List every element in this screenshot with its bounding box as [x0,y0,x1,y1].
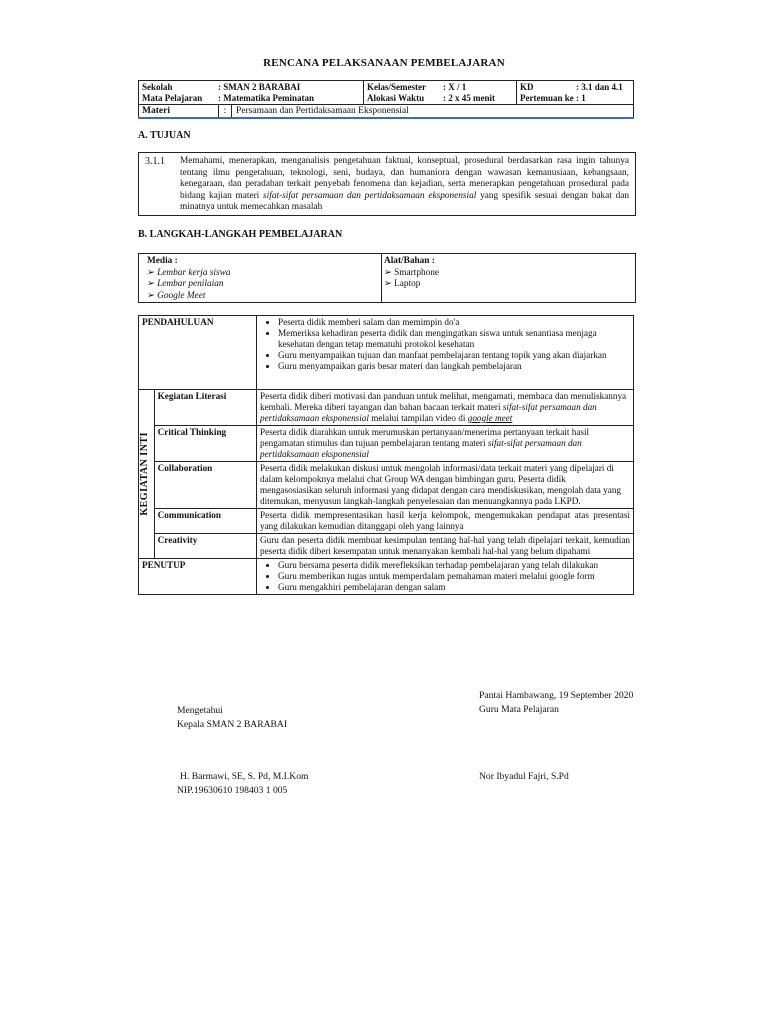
teacher-role: Guru Mata Pelajaran [479,704,559,715]
bullet-arrow-icon: ➢ [147,279,155,289]
penutup-label: PENUTUP [139,559,257,595]
list-item: • Guru bersama peserta didik merefleksikan terhadap pembelajaran yang telah dilakukan [278,560,630,571]
kd-cell [517,81,634,105]
list-item: • Guru mengakhiri pembelajaran dengan salam [278,582,630,593]
meeting-value: : 1 [576,92,586,103]
critical-text-italic: sifat-sifat persamaan dan pertidaksamaan eksponensial [260,438,582,459]
critical-text: Peserta didik diarahkan untuk merumuskan pertanyaan/menerima pertanyaan terkait hasil pengamatan stimulus dan tujuan pembelajaran tentang materi [260,427,590,448]
communication-row [139,509,634,534]
material-label: Materi [139,105,219,117]
media-item-text: Lembar penilaian [157,279,224,289]
principal-role: Kepala SMAN 2 BARABAI [177,719,288,730]
penutup-list [260,560,630,593]
material-value: Persamaan dan Pertidaksamaan Eksponensial [236,106,409,116]
pendahuluan-content [257,316,634,390]
time-label: Alokasi Waktu [367,92,425,103]
tujuan-number: 3.1.1 [145,156,165,167]
time-value: : 2 x 45 menit [443,92,495,103]
pendahuluan-label: PENDAHULUAN [139,316,257,390]
literasi-content [257,390,634,426]
critical-label: Critical Thinking [154,426,256,462]
tools-label: Alat/Bahan : [384,256,435,266]
list-item: • Peserta didik memberi salam dan memimpin do'a [278,317,630,328]
tujuan-box [138,152,636,216]
critical-row [139,426,634,462]
subject-label: Mata Pelajaran [142,92,203,103]
list-item: • Guru menyampaikan tujuan dan manfaat pembelajaran tentang topik yang akan diajarkan [278,350,630,361]
kd-label: KD [520,82,534,92]
bullet-arrow-icon: ➢ [384,279,392,289]
tools-column [381,254,440,302]
media-item-text: Lembar kerja siswa [157,267,231,278]
class-value: : X / 1 [443,82,467,92]
bullet-arrow-icon: ➢ [384,267,392,278]
media-item-text: Google Meet [157,290,206,301]
school-value: : SMAN 2 BARABAI [218,82,301,92]
acknowledged-label: Mengetahui [177,705,223,716]
list-item: • Guru menyampaikan garis besar materi dan langkah pembelajaran [278,361,630,372]
tujuan-text-part: Memahami, menerapkan, menganalisis pengetahuan faktual, konseptual, prosedural berdasarkan rasa ingin tahunya tentang ilmu pengetahuan, teknologi, seni, budaya, dan humaniora dengan wawasan kemanusiaan, kebangsaan, kenegaraan, dan peradaban terkait penyebab fenomena dan kejadian, serta menerapkan pengetahuan prosedural pada bidang kajian materi [180,156,629,201]
tujuan-text [180,156,629,214]
teacher-name: Nor Ibyadul Fajri, S.Pd [479,771,569,782]
section-langkah-heading: B. LANGKAH-LANGKAH PEMBELAJARAN [138,229,343,240]
bullet-arrow-icon: ➢ [147,267,155,278]
tools-item [384,279,439,291]
literasi-text: Peserta didik diberi motivasi dan panduan untuk melihat, mengamati, membaca dan menuliskannya kembali. Mereka diberi tayangan dan bahan bacaan terkait materi [260,391,627,412]
creativity-row [139,534,634,559]
principal-nip: NIP.19630610 198403 1 005 [177,785,288,796]
literasi-row [139,390,634,426]
school-cell [139,81,364,105]
list-item: • Guru memberikan tugas untuk memperdalam pemahaman materi melalui google form [278,571,630,582]
activity-table [138,315,634,595]
identity-table [138,80,634,119]
collaboration-label: Collaboration [154,462,256,509]
collaboration-row [139,462,634,509]
place-date: Pantai Hambawang, 19 September 2020 [479,690,634,701]
tools-item-text: Laptop [394,279,421,289]
media-box [138,253,636,303]
meeting-label: Pertemuan ke [520,92,574,103]
media-item [147,291,230,303]
document-title: RENCANA PELAKSANAAN PEMBELAJARAN [263,57,505,69]
kegiatan-inti-cell [139,390,155,559]
kegiatan-inti-label: KEGIATAN INTI [139,432,150,516]
material-colon: : [219,105,232,117]
literasi-text-link: google meet [467,413,513,423]
critical-content [257,426,634,462]
pendahuluan-list [260,317,630,372]
subject-value: : Matematika Peminatan [218,92,314,103]
tools-item-text: Smartphone [394,267,440,278]
literasi-text-italic: sifat-sifat persamaan dan pertidaksamaan eksponensial [260,402,597,423]
communication-content: Peserta didik mempresentasikan hasil kerja kelompok, mengemukakan pendapat atas presentasi yang dilakukan kemudian ditanggapi oleh yang lainnya [257,509,634,534]
material-row [139,105,634,119]
school-label: Sekolah [142,82,173,92]
class-cell [364,81,517,105]
creativity-content: Guru dan peserta didik membuat kesimpulan tentang hal-hal yang telah dipelajari terkait, kemudian peserta didik diberi kesempatan untuk menanyakan kembali hal-hal yang belum dipahami [257,534,634,559]
literasi-text-end: melalui tampilan video di [368,413,468,423]
section-tujuan-heading: A. TUJUAN [138,130,191,141]
kd-value: : 3.1 dan 4.1 [576,82,623,92]
tujuan-text-italic: sifat-sifat persamaan dan pertidaksamaan eksponensial [263,190,477,201]
literasi-label: Kegiatan Literasi [154,390,256,426]
class-label: Kelas/Semester [367,82,426,92]
communication-label: Communication [154,509,256,534]
media-column [147,256,230,302]
media-label: Media : [147,256,178,266]
media-item [147,279,230,291]
collaboration-content: Peserta didik melakukan diskusi untuk mengolah informasi/data terkait materi yang dipelajari di dalam kelompoknya melalui chat Group WA dengan bimbingan guru. Peserta didik mengasosiasikan seluruh informasi yang didapat dengan cara mendiskusikan, mengolah data yang ditemukan, menyusun langkah-langkah penyelesaian dan menuangkannya pada LKPD. [257,462,634,509]
penutup-row [139,559,634,595]
list-item: • Memeriksa kehadiran peserta didik dan mengingatkan siswa untuk senantiasa menjaga kesehatan dengan tetap mematuhi protokol kesehatan [278,328,630,350]
creativity-label: Creativity [154,534,256,559]
media-item [147,268,230,280]
tujuan-text-part-end: yang spesifik sesuai dengan bakat dan minatnya untuk memecahkan masalah [180,190,630,212]
principal-name: H. Barmawi, SE, S. Pd, M.I.Kom [180,771,309,782]
bullet-arrow-icon: ➢ [147,290,155,301]
pendahuluan-row [139,316,634,390]
penutup-content [257,559,634,595]
tools-item [384,268,439,280]
